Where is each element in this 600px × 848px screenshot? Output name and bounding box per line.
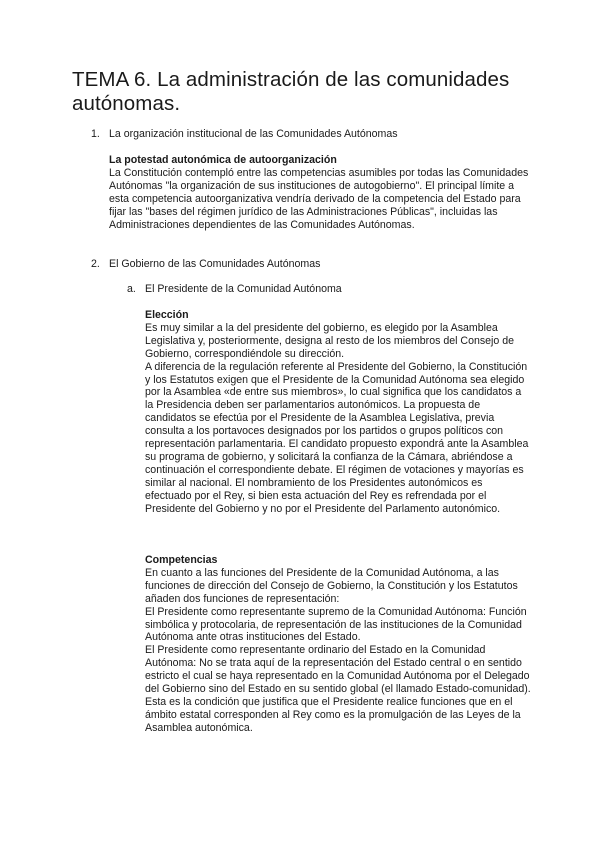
section-2-title: El Gobierno de las Comunidades Autónomas bbox=[109, 258, 321, 270]
competencias-paragraph: El Presidente como representante ordinario del Estado en la Comunidad Autónoma: No se trata aquí de la representación del Estado central o en sentido estricto el cual se haya representado en la Comunidad Autónoma por el Delegado del Gobierno sino del Estado en su sentido global (el llamado Estado-comunidad). Esta es la condición que justifica que el Presidente realice funciones que en el ámbito estatal corresponden al Rey como es la promulgación de las Leyes de la Asamblea autonómica. bbox=[145, 644, 531, 734]
section-1-content bbox=[109, 154, 531, 231]
section-1-title: La organización institucional de las Comunidades Autónomas bbox=[109, 128, 398, 140]
eleccion-section bbox=[145, 309, 531, 516]
competencias-heading: Competencias bbox=[145, 554, 218, 566]
section-1-number: 1. bbox=[91, 128, 100, 140]
competencias-paragraph: En cuanto a las funciones del Presidente de la Comunidad Autónoma, a las funciones de dirección del Consejo de Gobierno, la Constitución y los Estatutos añaden dos funciones de representación: bbox=[145, 566, 518, 605]
section-1-paragraph: La Constitución contempló entre las competencias asumibles por todas las Comunidades Autónomas "la organización de sus instituciones de autogobierno". El principal límite a esta competencia autoorganizativa vendría derivado de la competencia del Estado para fijar las "bases del régimen jurídico de las Administraciones Públicas", incluidas las Administraciones dependientes de las Comunidades Autónomas. bbox=[109, 166, 529, 231]
section-2-number: 2. bbox=[91, 258, 100, 270]
eleccion-paragraph: Es muy similar a la del presidente del gobierno, es elegido por la Asamblea Legislativa y, posteriormente, designa al resto de los miembros del Consejo de Gobierno, correspondiéndole su dirección. bbox=[145, 321, 515, 360]
eleccion-paragraph: A diferencia de la regulación referente al Presidente del Gobierno, la Constitución y los Estatutos exigen que el Presidente de la Comunidad Autónoma sea elegido por la Asamblea «de entre sus miembros», lo cual significa que los candidatos a la Presidencia deben ser parlamentarios autonómicos. La propuesta de candidatos se efectúa por el Presidente de la Asamblea Legislativa, previa consulta a los portavoces designados por los partidos o grupos políticos con representación parlamentaria. El candidato propuesto expondrá ante la Asamblea su programa de gobierno, y solicitará la confianza de la Cámara, abriéndose a continuación el correspondiente debate. El régimen de votaciones y mayorías es similar al nacional. El nombramiento de los Presidentes autonómicos es efectuado por el Rey, si bien esta actuación del Rey es refrendada por el Presidente del Gobierno y no por el Presidente del Parlamento autonómico. bbox=[145, 360, 529, 515]
competencias-section bbox=[145, 554, 531, 735]
eleccion-heading: Elección bbox=[145, 309, 189, 321]
subsection-a-letter: a. bbox=[127, 283, 136, 295]
section-1-subheading: La potestad autonómica de autoorganización bbox=[109, 154, 337, 166]
subsection-a-title: El Presidente de la Comunidad Autónoma bbox=[145, 283, 342, 295]
competencias-paragraph: El Presidente como representante supremo de la Comunidad Autónoma: Función simbólica y protocolaria, de representación de las instituciones de la Comunidad Autónoma ante otras instituciones del Estado. bbox=[145, 605, 527, 644]
document-title: TEMA 6. La administración de las comunidades autónomas. bbox=[72, 68, 510, 115]
